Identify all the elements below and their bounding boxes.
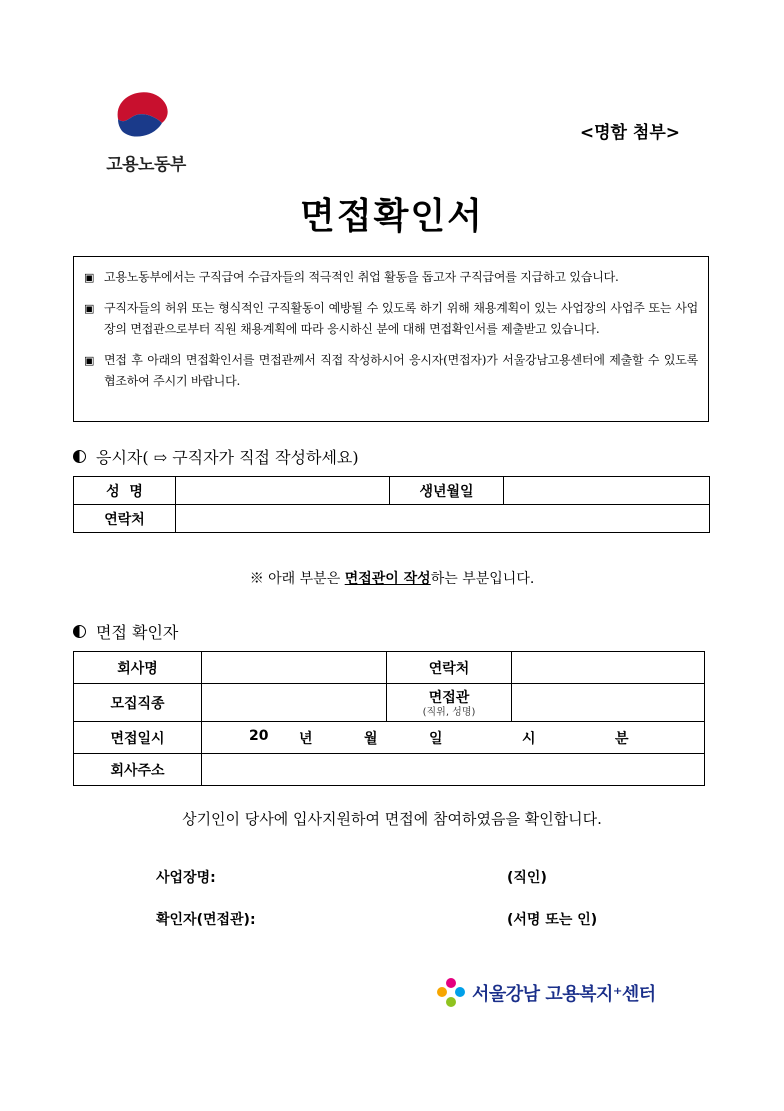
- half-circle-icon: [73, 625, 86, 638]
- birth-field[interactable]: [504, 477, 710, 505]
- interviewer-label: 면접관: [428, 689, 470, 706]
- interviewer-section-heading: [73, 620, 178, 643]
- center-name: 서울강남 고용복지⁺센터: [472, 984, 656, 1005]
- name-label: 성 명: [74, 477, 176, 505]
- date-field[interactable]: [202, 722, 705, 754]
- notice-item: [84, 298, 698, 340]
- date-month-unit: 월: [364, 730, 378, 747]
- address-label: 회사주소: [74, 754, 202, 786]
- page-title: 면접확인서: [300, 196, 484, 237]
- contact-field[interactable]: [176, 505, 710, 533]
- interviewer-sub-label: (직위, 성명): [422, 706, 476, 718]
- center-logo: [436, 977, 656, 1009]
- birth-label: 생년월일: [390, 477, 504, 505]
- workplace-label: 사업장명:: [156, 870, 216, 886]
- interviewer-label-cell: [387, 684, 512, 722]
- half-circle-icon: [73, 450, 86, 463]
- center-emblem-icon: [436, 977, 466, 1009]
- notice-text: 고용노동부에서는 구직급여 수급자들의 적극적인 취업 활동을 돕고자 구직급여를 지급하고 있습니다.: [104, 270, 619, 284]
- date-year-unit: 년: [299, 730, 313, 747]
- job-label: 모집직종: [74, 684, 202, 722]
- ministry-logo-text: 고용노동부: [106, 155, 186, 175]
- address-field[interactable]: [202, 754, 705, 786]
- applicant-table: [73, 476, 710, 533]
- square-bullet-icon: ▣: [84, 271, 95, 284]
- notice-item: [84, 350, 698, 392]
- date-hour-unit: 시: [522, 730, 536, 747]
- notice-box: [73, 256, 709, 422]
- interviewer-field[interactable]: [512, 684, 705, 722]
- square-bullet-icon: ▣: [84, 354, 95, 367]
- confirmation-text: 상기인이 당사에 입사지원하여 면접에 참여하였음을 확인합니다.: [182, 810, 602, 828]
- ministry-emblem-icon: [110, 85, 180, 145]
- note-emphasis: 면접관이 작성: [344, 571, 431, 587]
- date-minute-unit: 분: [615, 730, 629, 747]
- interviewer-note: [0, 568, 784, 588]
- note-suffix: 하는 부분입니다.: [430, 571, 535, 587]
- company-field[interactable]: [202, 652, 387, 684]
- interviewer-table: [73, 651, 705, 786]
- interviewer-contact-label: 연락처: [387, 652, 512, 684]
- job-field[interactable]: [202, 684, 387, 722]
- interviewer-heading-text: 면접 확인자: [96, 623, 179, 642]
- date-year-prefix: 20: [249, 727, 269, 744]
- applicant-section-heading: [73, 445, 359, 468]
- contact-label: 연락처: [74, 505, 176, 533]
- signature-label: (서명 또는 인): [507, 912, 598, 928]
- attachment-note: <명함 첨부>: [579, 123, 680, 143]
- notice-item: [84, 267, 698, 288]
- notice-text: 면접 후 아래의 면접확인서를 면접관께서 직접 작성하시어 응시자(면접자)가 서울강남고용센터에 제출할 수 있도록 협조하여 주시기 바랍니다.: [104, 353, 698, 388]
- interviewer-contact-field[interactable]: [512, 652, 705, 684]
- date-day-unit: 일: [429, 730, 443, 747]
- name-field[interactable]: [176, 477, 390, 505]
- confirmer-label: 확인자(면접관):: [156, 912, 256, 928]
- seal-label: (직인): [507, 870, 547, 886]
- notice-text: 구직자들의 허위 또는 형식적인 구직활동이 예방될 수 있도록 하기 위해 채용계획이 있는 사업장의 사업주 또는 사업장의 면접관으로부터 직원 채용계획에 따라 응시하신 분에 대해 면접확인서를 제출받고 있습니다.: [104, 301, 698, 336]
- company-label: 회사명: [74, 652, 202, 684]
- square-bullet-icon: ▣: [84, 302, 95, 315]
- date-label: 면접일시: [74, 722, 202, 754]
- applicant-heading-text: 응시자( ⇨ 구직자가 직접 작성하세요): [96, 448, 359, 467]
- note-prefix: ※ 아래 부분은: [249, 571, 345, 587]
